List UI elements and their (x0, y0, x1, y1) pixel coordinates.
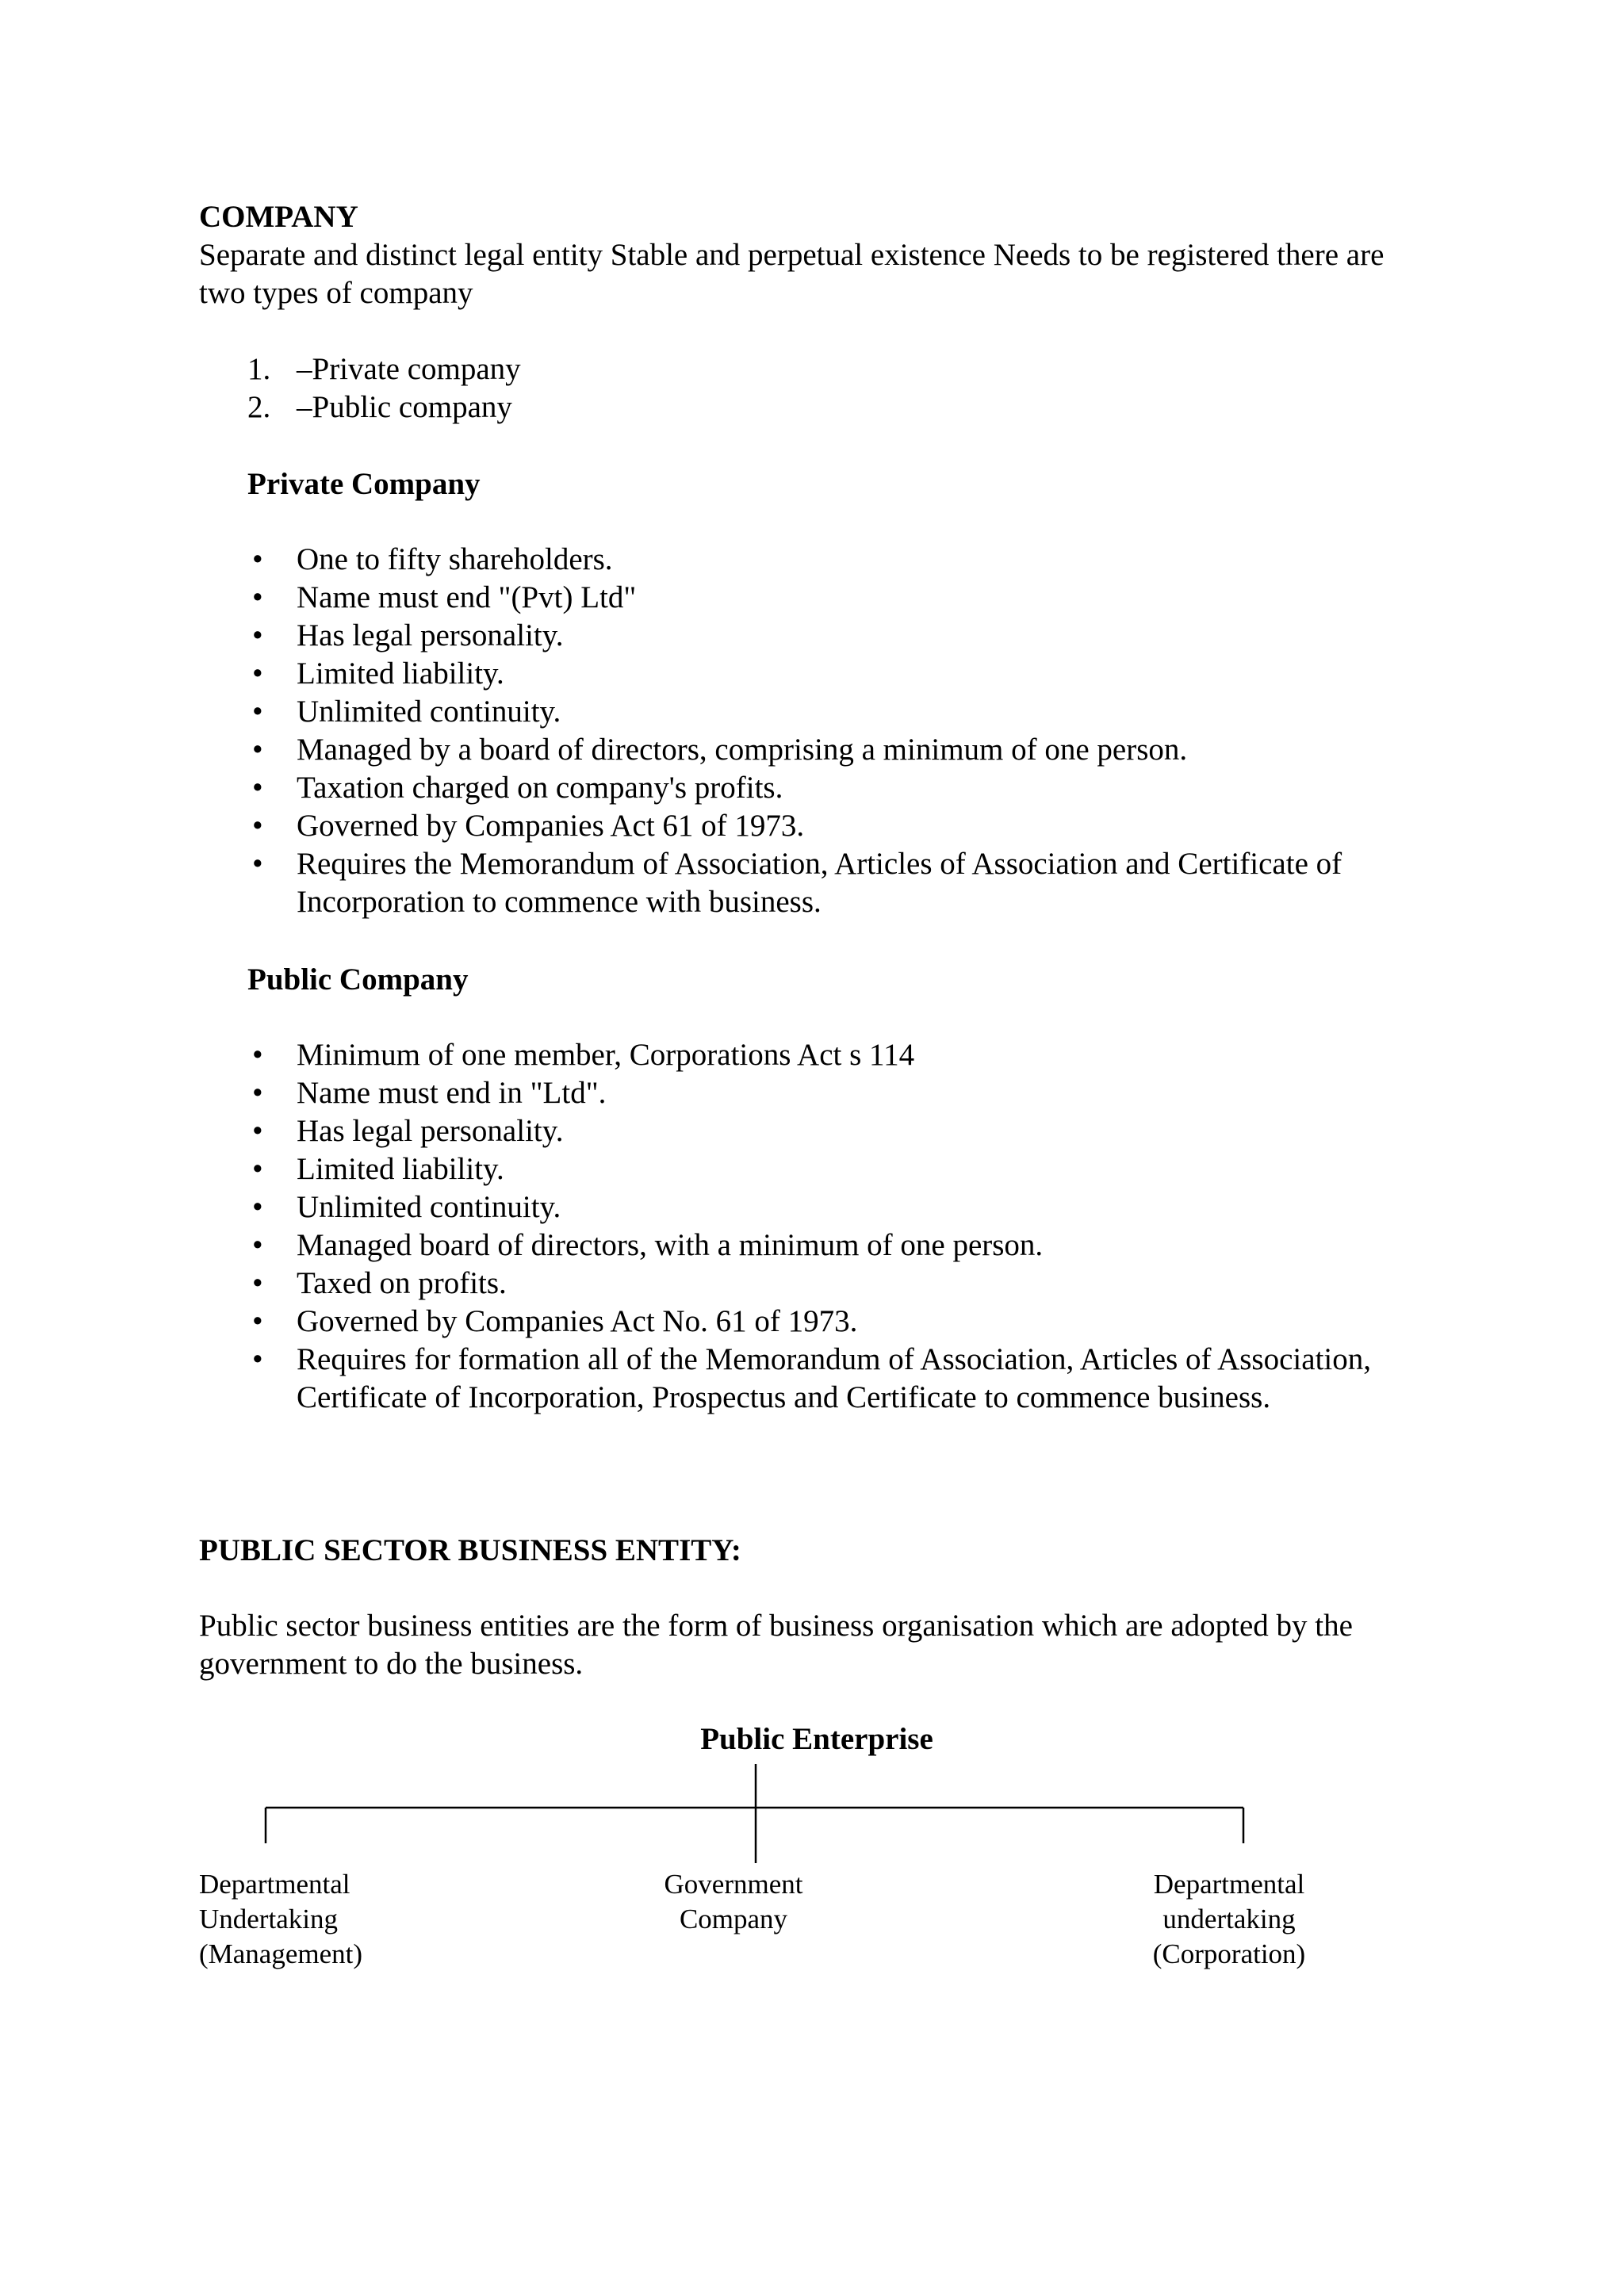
bullet-icon: • (252, 580, 263, 614)
node-line: Departmental (199, 1869, 350, 1900)
public-company-heading: Public Company (247, 962, 469, 997)
bullet-icon: • (252, 1076, 263, 1110)
node-line: Government (664, 1869, 803, 1900)
public-sector-description: Public sector business entities are the form of business organisation which are adopted by the government to do the business. (199, 1609, 1353, 1681)
diagram-node-departmental-management (199, 1867, 437, 1972)
list-number: 2. (247, 390, 271, 424)
list-item-text: –Private company (297, 352, 521, 386)
bullet-icon: • (252, 1266, 263, 1300)
diagram-node-departmental-corporation (1110, 1867, 1348, 1972)
node-line: undertaking (1162, 1904, 1296, 1934)
node-line: (Management) (199, 1938, 363, 1969)
bullet-icon: • (252, 1228, 263, 1262)
list-item-text: Requires for formation all of the Memorandum of Association, Articles of Association, Certificate of Incorporation, Prospectus and Certificate to commence business. (297, 1342, 1371, 1414)
list-item-text: –Public company (297, 390, 512, 424)
list-item-text: Managed by a board of directors, comprising a minimum of one person. (297, 733, 1188, 767)
list-item-text: Unlimited continuity. (297, 695, 561, 729)
list-item-text: Has legal personality. (297, 618, 564, 652)
bullet-icon: • (252, 733, 263, 767)
bullet-icon: • (252, 1190, 263, 1224)
bullet-icon: • (252, 542, 263, 576)
list-number: 1. (247, 352, 271, 386)
node-line: Company (679, 1904, 788, 1934)
diagram-node-government-company (615, 1867, 852, 1937)
bullet-icon: • (252, 771, 263, 805)
bullet-icon: • (252, 1304, 263, 1338)
bullet-icon: • (252, 1038, 263, 1072)
bullet-icon: • (252, 1152, 263, 1186)
list-item-text: Limited liability. (297, 656, 504, 691)
list-item-text: Managed board of directors, with a minimum of one person. (297, 1228, 1044, 1262)
list-item-text: Governed by Companies Act No. 61 of 1973. (297, 1304, 858, 1338)
list-item-text: Has legal personality. (297, 1114, 564, 1148)
list-item-text: Name must end in "Ltd". (297, 1076, 607, 1110)
private-company-heading: Private Company (247, 467, 481, 501)
list-item-text: Taxation charged on company's profits. (297, 771, 783, 805)
company-heading: COMPANY (199, 200, 358, 234)
list-item-text: Limited liability. (297, 1152, 504, 1186)
bullet-icon: • (252, 618, 263, 652)
list-item-text: One to fifty shareholders. (297, 542, 613, 576)
bullet-icon: • (252, 847, 263, 881)
node-line: Undertaking (199, 1904, 338, 1934)
company-intro: Separate and distinct legal entity Stable and perpetual existence Needs to be registered there are two types of company (199, 238, 1385, 310)
list-item-text: Minimum of one member, Corporations Act s 114 (297, 1038, 915, 1072)
list-item-text: Unlimited continuity. (297, 1190, 561, 1224)
bullet-icon: • (252, 656, 263, 691)
list-item-text: Requires the Memorandum of Association, Articles of Association and Certificate of Incorporation to commence with business. (297, 847, 1342, 919)
public-sector-heading: PUBLIC SECTOR BUSINESS ENTITY: (199, 1533, 741, 1567)
diagram-root: Public Enterprise (700, 1722, 933, 1756)
bullet-icon: • (252, 1342, 263, 1376)
bullet-icon: • (252, 695, 263, 729)
node-line: Departmental (1153, 1869, 1305, 1900)
list-item-text: Taxed on profits. (297, 1266, 507, 1300)
list-item-text: Governed by Companies Act 61 of 1973. (297, 809, 805, 843)
list-item-text: Name must end "(Pvt) Ltd" (297, 580, 637, 614)
bullet-icon: • (252, 809, 263, 843)
node-line: (Corporation) (1152, 1938, 1306, 1969)
bullet-icon: • (252, 1114, 263, 1148)
